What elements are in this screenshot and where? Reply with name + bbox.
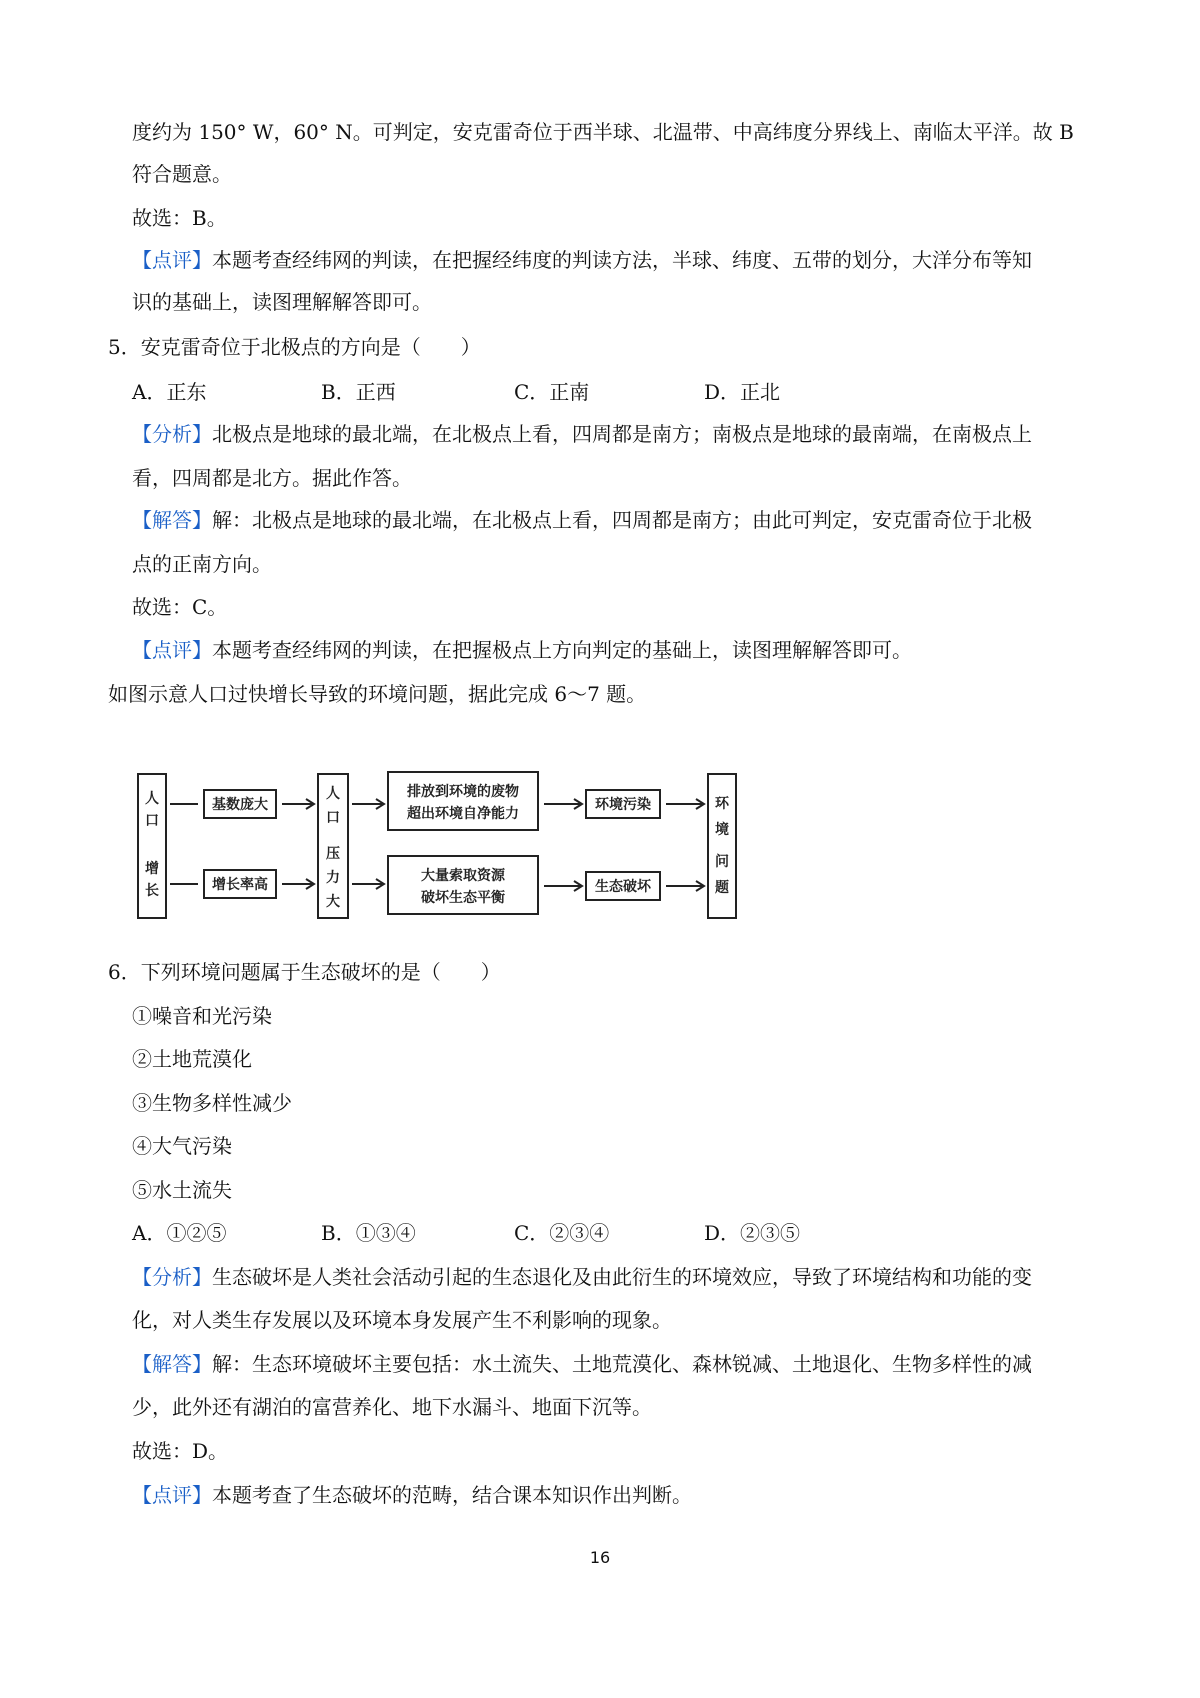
text: 本题考查了生态破坏的范畴，结合课本知识作出判断。 bbox=[212, 1483, 692, 1507]
item-1: ①噪音和光污染 bbox=[132, 1004, 272, 1028]
comment-line bbox=[132, 246, 1032, 274]
page-number: 16 bbox=[589, 1548, 611, 1567]
text: 本题考查经纬网的判读，在把握经纬度的判读方法，半球、纬度、五带的划分，大洋分布等知 bbox=[212, 248, 1032, 272]
comment-line bbox=[132, 1481, 692, 1509]
label: 人 bbox=[326, 786, 340, 802]
population-environment-diagram bbox=[136, 768, 798, 928]
label: 大量索取资源 bbox=[421, 868, 505, 884]
option-b: B．正西 bbox=[321, 380, 396, 404]
text: 生态破坏是人类社会活动引起的生态退化及由此衍生的环境效应，导致了环境结构和功能的变 bbox=[212, 1265, 1032, 1289]
option-d: D．②③⑤ bbox=[704, 1221, 801, 1245]
analysis-line bbox=[132, 1263, 1032, 1291]
label: 生态破坏 bbox=[595, 879, 651, 895]
answer-tag: 【解答】 bbox=[132, 1352, 212, 1376]
text: 北极点是地球的最北端，在北极点上看，四周都是南方；南极点是地球的最南端，在南极点上 bbox=[212, 422, 1032, 446]
label: 大 bbox=[326, 894, 340, 910]
label: 口 bbox=[326, 810, 340, 826]
label: 增 bbox=[145, 861, 159, 877]
label: 破坏生态平衡 bbox=[421, 890, 505, 906]
intro-6-7: 如图示意人口过快增长导致的环境问题，据此完成 6～7 题。 bbox=[108, 682, 647, 706]
analysis-line bbox=[132, 420, 1032, 448]
text-line: 故选：D。 bbox=[132, 1439, 229, 1463]
text-line: 少，此外还有湖泊的富营养化、地下水漏斗、地面下沉等。 bbox=[132, 1395, 652, 1419]
answer-line bbox=[132, 1350, 1032, 1378]
answer-tag: 【解答】 bbox=[132, 508, 212, 532]
item-2: ②土地荒漠化 bbox=[132, 1047, 252, 1071]
label: 环 bbox=[715, 796, 729, 812]
text-line: 化，对人类生存发展以及环境本身发展产生不利影响的现象。 bbox=[132, 1308, 672, 1332]
option-c: C．正南 bbox=[514, 380, 590, 404]
comment-line bbox=[132, 636, 912, 664]
label: 境 bbox=[715, 822, 729, 838]
answer-line bbox=[132, 506, 1032, 534]
text: 解：生态环境破坏主要包括：水土流失、土地荒漠化、森林锐减、土地退化、生物多样性的减 bbox=[212, 1352, 1032, 1376]
label: 基数庞大 bbox=[212, 797, 268, 813]
label: 增长率高 bbox=[212, 877, 268, 893]
text-line: 点的正南方向。 bbox=[132, 552, 272, 576]
text-line: 故选：B。 bbox=[132, 206, 227, 230]
text-line: 故选：C。 bbox=[132, 595, 228, 619]
analysis-tag: 【分析】 bbox=[132, 1265, 212, 1289]
analysis-tag: 【分析】 bbox=[132, 422, 212, 446]
option-d: D．正北 bbox=[704, 380, 781, 404]
text: 本题考查经纬网的判读，在把握极点上方向判定的基础上，读图理解解答即可。 bbox=[212, 638, 912, 662]
comment-tag: 【点评】 bbox=[132, 1483, 212, 1507]
item-5: ⑤水土流失 bbox=[132, 1178, 232, 1202]
item-3: ③生物多样性减少 bbox=[132, 1091, 292, 1115]
label: 人 bbox=[145, 791, 159, 807]
option-a: A．正东 bbox=[132, 380, 207, 404]
label: 力 bbox=[326, 870, 340, 886]
option-c: C．②③④ bbox=[514, 1221, 610, 1245]
label: 超出环境自净能力 bbox=[407, 806, 519, 822]
label: 问 bbox=[715, 854, 729, 870]
text: 解：北极点是地球的最北端，在北极点上看，四周都是南方；由此可判定，安克雷奇位于北极 bbox=[212, 508, 1032, 532]
label: 题 bbox=[715, 880, 729, 896]
label: 压 bbox=[326, 846, 340, 862]
item-4: ④大气污染 bbox=[132, 1134, 232, 1158]
label: 口 bbox=[145, 813, 159, 829]
text-line: 符合题意。 bbox=[132, 162, 232, 186]
option-b: B．①③④ bbox=[321, 1221, 416, 1245]
comment-tag: 【点评】 bbox=[132, 638, 212, 662]
text-line: 识的基础上，读图理解解答即可。 bbox=[132, 290, 432, 314]
question-6: 6．下列环境问题属于生态破坏的是（ ） bbox=[108, 960, 501, 984]
label: 排放到环境的废物 bbox=[407, 784, 519, 800]
option-a: A．①②⑤ bbox=[132, 1221, 227, 1245]
text-line: 度约为 150° W，60° N。可判定，安克雷奇位于西半球、北温带、中高纬度分界线上、南临太平洋。故 B bbox=[132, 120, 1074, 144]
label: 长 bbox=[145, 883, 159, 899]
comment-tag: 【点评】 bbox=[132, 248, 212, 272]
label: 环境污染 bbox=[595, 797, 651, 813]
question-5: 5．安克雷奇位于北极点的方向是（ ） bbox=[108, 335, 481, 359]
text-line: 看，四周都是北方。据此作答。 bbox=[132, 466, 412, 490]
